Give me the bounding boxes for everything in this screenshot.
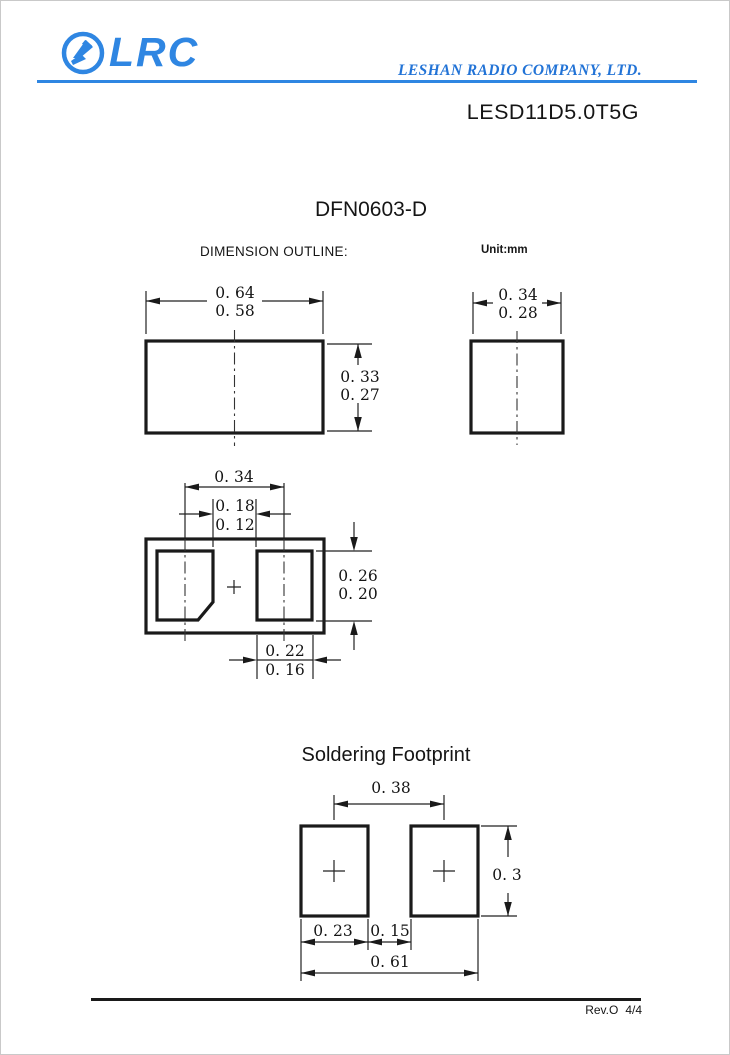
end-view-width-max: 0. 34 xyxy=(498,286,538,304)
dimension-outline-label: DIMENSION OUTLINE: xyxy=(200,244,348,259)
footprint-total-width-value: 0. 61 xyxy=(370,953,410,971)
logo-wordmark: LRC xyxy=(109,29,200,75)
pad-gap-max: 0. 18 xyxy=(215,497,255,515)
bottom-view-center-mark xyxy=(227,580,241,594)
footprint-gap-value: 0. 15 xyxy=(370,922,410,940)
part-number: LESD11D5.0T5G xyxy=(466,100,639,124)
end-view-width-min: 0. 28 xyxy=(498,304,538,322)
pad-height-min: 0. 20 xyxy=(338,585,378,603)
footer-rule xyxy=(91,998,641,1001)
top-view-height-max: 0. 33 xyxy=(340,368,380,386)
footprint-height-dimension xyxy=(481,826,522,916)
revision-label: Rev.O xyxy=(585,1003,619,1017)
unit-label: Unit:mm xyxy=(481,244,528,256)
end-view-width-dimension xyxy=(473,286,561,334)
footprint-view xyxy=(301,779,522,981)
footprint-width-gap-dimension xyxy=(301,919,478,981)
pad-gap-min: 0. 12 xyxy=(215,516,255,534)
pad-width-dimension xyxy=(229,635,341,679)
pad-height-max: 0. 26 xyxy=(338,567,378,585)
footprint-pitch-dimension xyxy=(334,779,444,820)
footprint-pad2-center-mark xyxy=(433,860,455,882)
footprint-total-width-dimension xyxy=(301,953,478,976)
pad-pitch-dimension xyxy=(185,468,284,490)
pad-width-max: 0. 22 xyxy=(265,642,305,660)
footer-revision xyxy=(585,1003,642,1017)
top-view-height-dimension xyxy=(327,344,380,431)
footprint-height-value: 0. 3 xyxy=(492,866,522,884)
package-title: DFN0603-D xyxy=(314,198,428,221)
pad-width-min: 0. 16 xyxy=(265,661,305,679)
top-view-width-min: 0. 58 xyxy=(215,302,255,320)
top-view xyxy=(146,284,380,446)
footprint-pitch-value: 0. 38 xyxy=(371,779,411,797)
end-view xyxy=(471,286,563,445)
company-name: LESHAN RADIO COMPANY, LTD. xyxy=(398,62,642,79)
pad-pitch-value: 0. 34 xyxy=(214,468,254,486)
footprint-pad1-center-mark xyxy=(323,860,345,882)
soldering-footprint-title: Soldering Footprint xyxy=(301,744,471,766)
top-view-height-min: 0. 27 xyxy=(340,386,380,404)
top-view-width-dimension xyxy=(146,284,323,334)
bottom-view xyxy=(146,468,378,679)
footprint-pad-width-value: 0. 23 xyxy=(313,922,353,940)
page-number: 4/4 xyxy=(625,1003,642,1017)
top-view-width-max: 0. 64 xyxy=(215,284,255,302)
dimension-drawing xyxy=(1,1,730,1055)
